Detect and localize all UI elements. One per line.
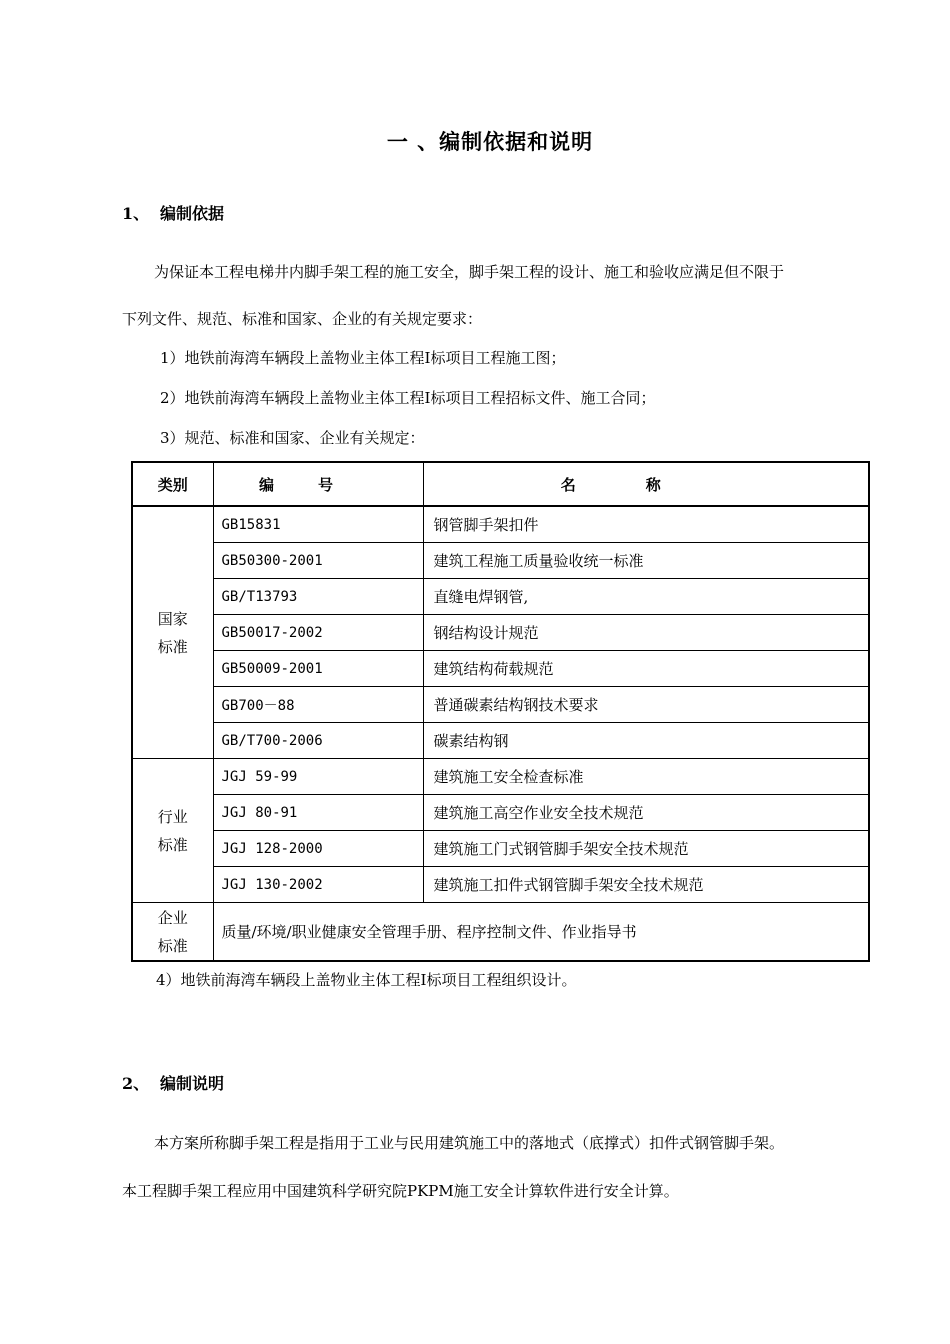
table-header-row <box>132 462 869 506</box>
page-title: 一 、编制依据和说明 <box>386 129 594 154</box>
table-row <box>132 506 869 543</box>
standard-code: GB50300-2001 <box>213 543 423 579</box>
section-2-heading <box>122 1071 224 1094</box>
standard-code: JGJ 130-2002 <box>213 867 423 903</box>
table-row <box>132 543 869 579</box>
table-row <box>132 831 869 867</box>
table-row <box>132 759 869 795</box>
category-label: 企业 <box>157 908 188 927</box>
standard-code: JGJ 80-91 <box>213 795 423 831</box>
explanation-line-1: 本方案所称脚手架工程是指用于工业与民用建筑施工中的落地式（底撑式）扣件式钢管脚手架。 <box>154 1134 785 1152</box>
standard-code: GB/T700-2006 <box>213 723 423 759</box>
table-row <box>132 723 869 759</box>
standard-code: GB15831 <box>213 506 423 543</box>
standard-name: 直缝电焊钢管, <box>423 579 869 615</box>
intro-line-2: 下列文件、规范、标准和国家、企业的有关规定要求： <box>122 310 483 328</box>
category-enterprise <box>132 903 213 961</box>
standard-code: JGJ 59-99 <box>213 759 423 795</box>
header-name: 名称 <box>423 462 869 506</box>
section-1-title: 编制依据 <box>160 204 225 223</box>
standard-code: GB50009-2001 <box>213 651 423 687</box>
enterprise-standards-text: 质量/环境/职业健康安全管理手册、程序控制文件、作业指导书 <box>213 903 869 961</box>
category-label: 标准 <box>157 835 188 854</box>
standard-name: 钢结构设计规范 <box>423 615 869 651</box>
standards-table <box>131 461 870 962</box>
standard-name: 钢管脚手架扣件 <box>423 506 869 543</box>
table-row <box>132 687 869 723</box>
table-row <box>132 795 869 831</box>
table-row <box>132 579 869 615</box>
table-row-enterprise <box>132 903 869 961</box>
header-code: 编号 <box>213 462 423 506</box>
list-item-4: 4）地铁前海湾车辆段上盖物业主体工程Ⅰ标项目工程组织设计。 <box>156 971 577 989</box>
standard-name: 建筑施工扣件式钢管脚手架安全技术规范 <box>423 867 869 903</box>
standard-name: 普通碳素结构钢技术要求 <box>423 687 869 723</box>
standard-name: 建筑结构荷载规范 <box>423 651 869 687</box>
table-row <box>132 867 869 903</box>
standard-name: 碳素结构钢 <box>423 723 869 759</box>
standard-code: GB700－88 <box>213 687 423 723</box>
standard-name: 建筑施工高空作业安全技术规范 <box>423 795 869 831</box>
category-label: 行业 <box>157 807 188 826</box>
category-label: 国家 <box>157 609 188 628</box>
standard-code: JGJ 128-2000 <box>213 831 423 867</box>
table-row <box>132 615 869 651</box>
standard-code: GB/T13793 <box>213 579 423 615</box>
standard-name: 建筑施工门式钢管脚手架安全技术规范 <box>423 831 869 867</box>
list-item-2: 2）地铁前海湾车辆段上盖物业主体工程Ⅰ标项目工程招标文件、施工合同； <box>160 389 656 407</box>
list-item-3: 3）规范、标准和国家、企业有关规定： <box>160 429 425 447</box>
intro-line-1: 为保证本工程电梯井内脚手架工程的施工安全，脚手架工程的设计、施工和验收应满足但不限于 <box>154 263 785 281</box>
category-industry <box>132 759 213 903</box>
section-2-number: 2、 <box>122 1074 150 1093</box>
explanation-line-2: 本工程脚手架工程应用中国建筑科学研究院PKPM施工安全计算软件进行安全计算。 <box>122 1182 679 1200</box>
section-2-title: 编制说明 <box>160 1074 225 1093</box>
category-label: 标准 <box>157 936 188 955</box>
section-1-heading <box>122 201 224 224</box>
standard-code: GB50017-2002 <box>213 615 423 651</box>
standard-name: 建筑工程施工质量验收统一标准 <box>423 543 869 579</box>
standard-name: 建筑施工安全检查标准 <box>423 759 869 795</box>
category-label: 标准 <box>157 637 188 656</box>
section-1-number: 1、 <box>122 204 150 223</box>
table-row <box>132 651 869 687</box>
category-national <box>132 506 213 759</box>
header-category: 类别 <box>132 462 213 506</box>
list-item-1: 1）地铁前海湾车辆段上盖物业主体工程Ⅰ标项目工程施工图； <box>160 349 566 367</box>
